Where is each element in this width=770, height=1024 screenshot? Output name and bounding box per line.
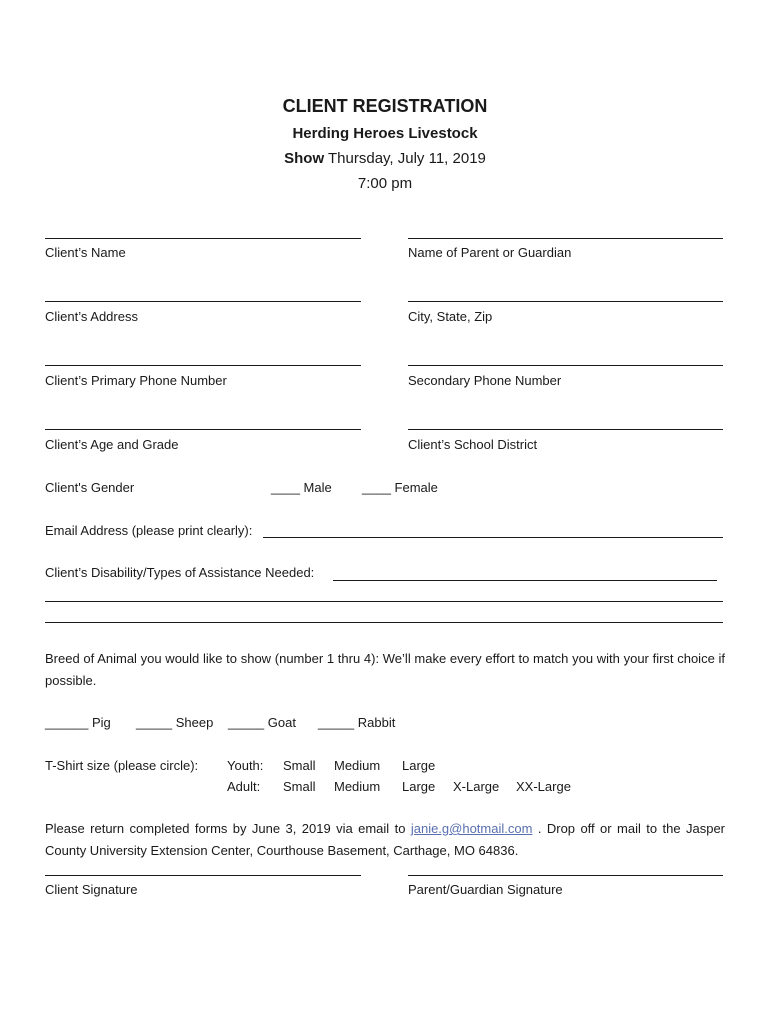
client-address-label: Client’s Address bbox=[45, 309, 138, 324]
return-text-after: . Drop off or mail to the Jasper County University Extension Center, Courthouse Basement, Carthage, MO 64836. bbox=[45, 821, 726, 858]
disability-line-1[interactable] bbox=[333, 580, 717, 581]
adult-size-medium[interactable]: Medium bbox=[334, 779, 381, 794]
age-grade-label: Client’s Age and Grade bbox=[45, 437, 179, 452]
adult-size-xlarge[interactable]: X-Large bbox=[453, 779, 500, 794]
secondary-phone-line[interactable] bbox=[408, 365, 723, 366]
gender-male-option[interactable]: ____ Male bbox=[271, 480, 332, 495]
adult-size-xxlarge[interactable]: XX-Large bbox=[516, 779, 571, 794]
school-district-label: Client’s School District bbox=[408, 437, 538, 452]
show-date bbox=[0, 150, 770, 167]
parent-signature-line[interactable] bbox=[408, 875, 723, 876]
tshirt-adult-label: Adult: bbox=[227, 779, 261, 794]
parent-name-line[interactable] bbox=[408, 238, 723, 239]
tshirt-label: T-Shirt size (please circle): bbox=[45, 758, 199, 773]
parent-name-label: Name of Parent or Guardian bbox=[408, 245, 572, 260]
disability-line-2[interactable] bbox=[45, 601, 723, 602]
city-state-zip-line[interactable] bbox=[408, 301, 723, 302]
age-grade-line[interactable] bbox=[45, 429, 361, 430]
email-line[interactable] bbox=[263, 537, 723, 538]
return-text-before: Please return completed forms by June 3, 2019 via email to bbox=[45, 821, 411, 836]
show-date-text: Thursday, July 11, 2019 bbox=[324, 150, 486, 167]
form-title: CLIENT REGISTRATION bbox=[282, 96, 488, 116]
return-instructions bbox=[45, 818, 725, 862]
contact-email-link[interactable]: janie.g@hotmail.com bbox=[410, 821, 533, 836]
disability-line-3[interactable] bbox=[45, 622, 723, 623]
show-time: 7:00 pm bbox=[357, 175, 413, 192]
show-label: Show bbox=[284, 150, 325, 167]
youth-size-large[interactable]: Large bbox=[402, 758, 436, 773]
primary-phone-line[interactable] bbox=[45, 365, 361, 366]
gender-female-option[interactable]: ____ Female bbox=[362, 480, 438, 495]
client-name-line[interactable] bbox=[45, 238, 361, 239]
tshirt-youth-label: Youth: bbox=[227, 758, 264, 773]
gender-label: Client's Gender bbox=[45, 480, 135, 495]
client-signature-line[interactable] bbox=[45, 875, 361, 876]
youth-size-medium[interactable]: Medium bbox=[334, 758, 381, 773]
disability-label: Client’s Disability/Types of Assistance Needed: bbox=[45, 565, 315, 580]
client-signature-label: Client Signature bbox=[45, 882, 138, 897]
adult-size-large[interactable]: Large bbox=[402, 779, 436, 794]
breed-pig-option[interactable]: ______ Pig bbox=[45, 715, 111, 730]
adult-size-small[interactable]: Small bbox=[283, 779, 316, 794]
client-name-label: Client’s Name bbox=[45, 245, 126, 260]
youth-size-small[interactable]: Small bbox=[283, 758, 316, 773]
client-address-line[interactable] bbox=[45, 301, 361, 302]
organization-name: Herding Heroes Livestock bbox=[292, 125, 478, 142]
breed-sheep-option[interactable]: _____ Sheep bbox=[136, 715, 214, 730]
breed-instructions: Breed of Animal you would like to show (number 1 thru 4): We’ll make every effort to match you with your first choice if possible. bbox=[45, 651, 725, 688]
breed-goat-option[interactable]: _____ Goat bbox=[228, 715, 296, 730]
school-district-line[interactable] bbox=[408, 429, 723, 430]
parent-signature-label: Parent/Guardian Signature bbox=[408, 882, 563, 897]
city-state-zip-label: City, State, Zip bbox=[408, 309, 493, 324]
primary-phone-label: Client’s Primary Phone Number bbox=[45, 373, 227, 388]
email-label: Email Address (please print clearly): bbox=[45, 523, 253, 538]
breed-rabbit-option[interactable]: _____ Rabbit bbox=[318, 715, 396, 730]
secondary-phone-label: Secondary Phone Number bbox=[408, 373, 562, 388]
